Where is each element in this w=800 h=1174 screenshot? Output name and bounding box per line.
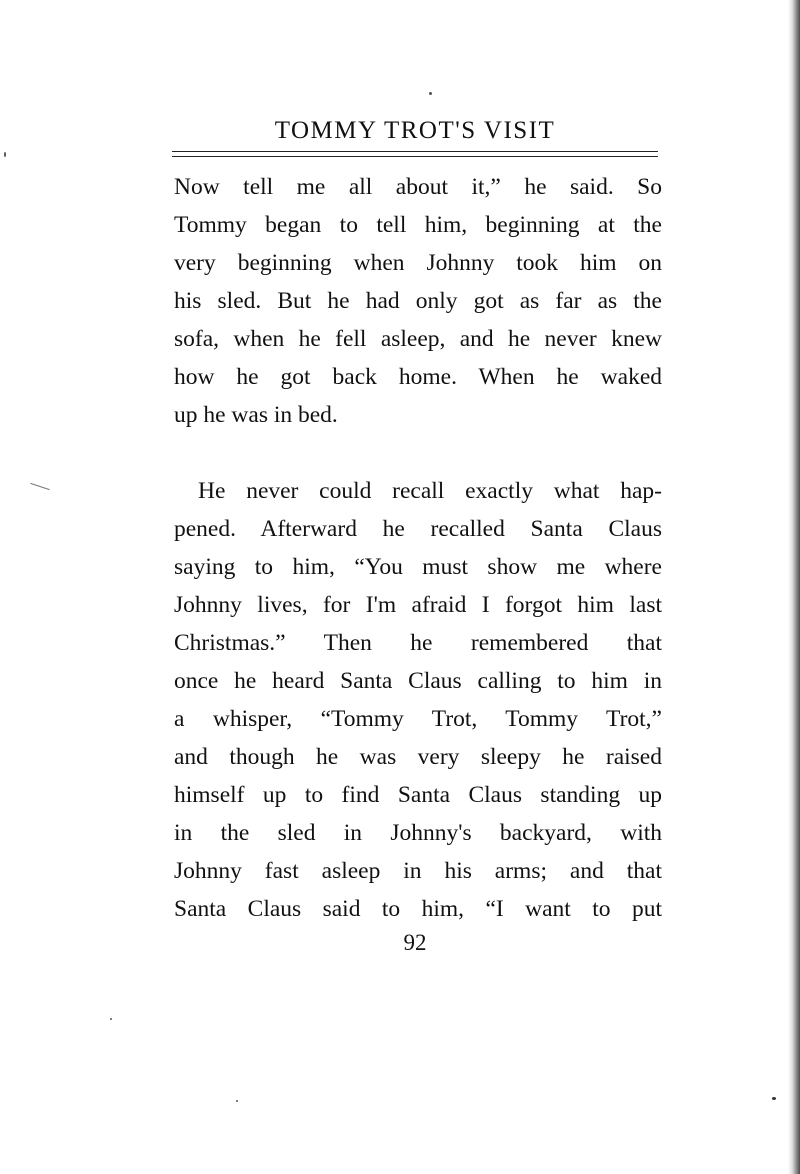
text-line: Christmas.” Then he remembered that (174, 630, 662, 656)
page-number: 92 (403, 930, 427, 955)
text-line: He never could recall exactly what hap- (198, 478, 662, 504)
ink-speck (429, 92, 432, 95)
text-line: up he was in bed. (174, 402, 338, 428)
paragraph-1 (174, 168, 662, 434)
ink-speck (30, 483, 49, 490)
text-line: once he heard Santa Claus calling to him in (174, 668, 662, 694)
text-line: Johnny fast asleep in his arms; and that (174, 858, 662, 884)
ink-speck (110, 1018, 112, 1020)
text-line: sofa, when he fell asleep, and he never knew (174, 326, 662, 352)
text-line: Tommy began to tell him, beginning at the (174, 212, 662, 238)
text-line: Santa Claus said to him, “I want to put (174, 896, 662, 922)
text-line: Now tell me all about it,” he said. So (174, 174, 662, 200)
header-rule (172, 151, 658, 157)
page-edge-shadow (788, 0, 800, 1174)
text-line: a whisper, “Tommy Trot, Tommy Trot,” (174, 706, 662, 732)
text-line: and though he was very sleepy he raised (174, 744, 662, 770)
ink-speck (772, 1097, 776, 1100)
text-line: himself up to find Santa Claus standing up (174, 782, 662, 808)
text-line: Johnny lives, for I'm afraid I forgot him last (174, 592, 662, 618)
running-head: TOMMY TROT'S VISIT (274, 117, 556, 144)
text-line: very beginning when Johnny took him on (174, 250, 662, 276)
ink-speck (4, 152, 6, 157)
text-line: saying to him, “You must show me where (174, 554, 662, 580)
text-line: how he got back home. When he waked (174, 364, 662, 390)
ink-speck (236, 1100, 238, 1102)
text-line: in the sled in Johnny's backyard, with (174, 820, 662, 846)
paragraph-2 (174, 472, 662, 928)
text-line: pened. Afterward he recalled Santa Claus (174, 516, 662, 542)
text-line: his sled. But he had only got as far as the (174, 288, 662, 314)
